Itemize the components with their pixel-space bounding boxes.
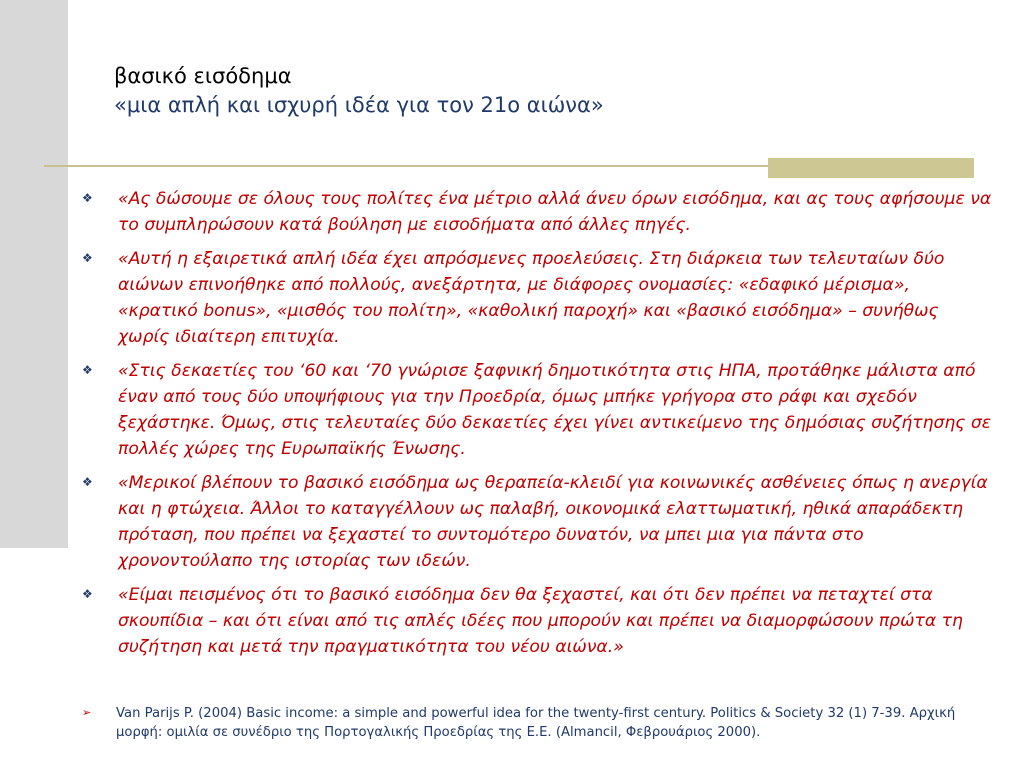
bullet-text: «Ας δώσουμε σε όλους τους πολίτες ένα μέτριο αλλά άνευ όρων εισόδημα, και ας τους αφήσουμε να το συμπληρώσουν κατά βούληση με εισοδήματα από άλλες πηγές. bbox=[118, 189, 992, 235]
title-block bbox=[114, 62, 994, 120]
reference-citation bbox=[82, 704, 997, 742]
bullet-item bbox=[82, 582, 992, 660]
bullet-list bbox=[82, 186, 992, 668]
triangle-right-icon: ➢ bbox=[82, 706, 92, 719]
bullet-item bbox=[82, 186, 992, 238]
bullet-text: «Αυτή η εξαιρετικά απλή ιδέα έχει απρόσμενες προελεύσεις. Στη διάρκεια των τελευταίων δύο αιώνων επινοήθηκε από πολλούς, ανεξάρτητα, με διάφορες ονομασίες: «εδαφικό μέρισμα», «κρατικό bonus», «μισθός του πολίτη», «καθολική παροχή» και «βασικό εισόδημα» – συνήθως χωρίς ιδιαίτερη επιτυχία. bbox=[118, 249, 945, 347]
bullet-item bbox=[82, 358, 992, 462]
diamond-cluster-icon: ❖ bbox=[82, 363, 93, 377]
slide-title: βασικό εισόδημα bbox=[114, 64, 292, 88]
reference-text: Van Parijs P. (2004) Basic income: a simple and powerful idea for the twenty-first century. Politics & Society 32 (1) 7-39. Αρχική μορφή: ομιλία σε συνέδριο της Πορτογαλικής Προεδρίας της Ε.Ε. (Almancil, Φεβρουάριος 2000). bbox=[116, 706, 956, 740]
bullet-item bbox=[82, 470, 992, 574]
bullet-text: «Μερικοί βλέπουν το βασικό εισόδημα ως θεραπεία-κλειδί για κοινωνικές ασθένειες όπως η ανεργία και η φτώχεια. Άλλοι το καταγγέλλουν ως παλαβή, οικονομικά ελαττωματική, ηθικά απαράδεκτη πρόταση, που πρέπει να ξεχαστεί το συντομότερο δυνατόν, να μπει μια για πάντα στο χρονοντούλαπο της ιστορίας των ιδεών. bbox=[118, 473, 988, 571]
bullet-item bbox=[82, 246, 992, 350]
diamond-cluster-icon: ❖ bbox=[82, 587, 93, 601]
left-decorative-band bbox=[0, 0, 68, 548]
slide-subtitle: «μια απλή και ισχυρή ιδέα για τον 21ο αιώνα» bbox=[114, 93, 604, 117]
bullet-text: «Στις δεκαετίες του ‘60 και ‘70 γνώρισε ξαφνική δημοτικότητα στις ΗΠΑ, προτάθηκε μάλιστα από έναν από τους δύο υποψήφιους για την Προεδρία, όμως μπήκε γρήγορα στο ράφι και σχεδόν ξεχάστηκε. Όμως, στις τελευταίες δύο δεκαετίες έχει γίνει αντικείμενο της δημόσιας συζήτησης σε πολλές χώρες της Ευρωπαϊκής Ένωσης. bbox=[118, 361, 992, 459]
diamond-cluster-icon: ❖ bbox=[82, 251, 93, 265]
diamond-cluster-icon: ❖ bbox=[82, 475, 93, 489]
bullet-text: «Είμαι πεισμένος ότι το βασικό εισόδημα δεν θα ξεχαστεί, και ότι δεν πρέπει να πεταχτεί στα σκουπίδια – και ότι είναι από τις απλές ιδέες που μπορούν και πρέπει να διαμορφώσουν πρώτα τη συζήτηση και μετά την πραγματικότητα του νέου αιώνα.» bbox=[118, 585, 963, 657]
diamond-cluster-icon: ❖ bbox=[82, 191, 93, 205]
title-divider-accent bbox=[768, 158, 974, 178]
